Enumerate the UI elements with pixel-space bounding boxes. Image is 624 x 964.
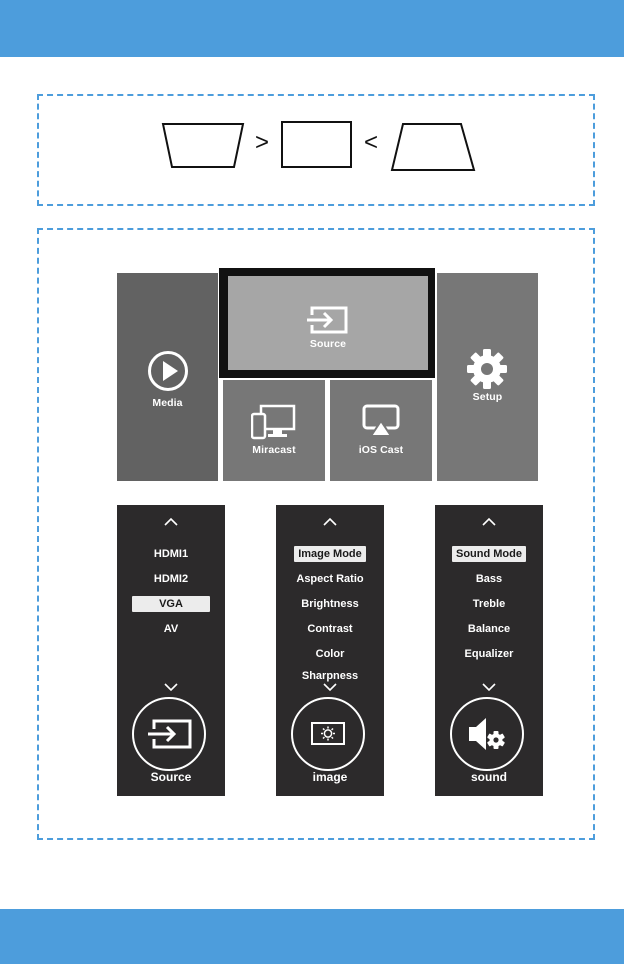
source-option-hdmi2[interactable]: HDMI2 [153, 572, 189, 585]
sound-circle-button[interactable] [450, 697, 524, 771]
image-option-color[interactable]: Color [315, 647, 345, 660]
miracast-tile-label: Miracast [252, 444, 296, 456]
image-panel-label: image [312, 770, 348, 784]
keystone-trapezoid-narrow-top [392, 124, 474, 170]
sound-panel-label: sound [471, 770, 507, 784]
source-option-av[interactable]: AV [163, 622, 179, 635]
scroll-down-chevron-icon[interactable] [435, 680, 543, 694]
sound-option-treble[interactable]: Treble [472, 597, 506, 610]
setup-tile-label: Setup [472, 391, 503, 403]
image-options-list [276, 541, 384, 686]
image-option-brightness[interactable]: Brightness [301, 597, 359, 610]
source-tile-label: Source [309, 338, 347, 350]
sound-options-list [435, 541, 543, 666]
ios-cast-tile[interactable] [330, 380, 432, 481]
input-source-icon [305, 306, 349, 334]
sound-option-bass[interactable]: Bass [475, 572, 503, 585]
scroll-up-chevron-icon[interactable] [117, 515, 225, 529]
keystone-diagram [0, 0, 624, 240]
source-panel-label: Source [150, 770, 192, 784]
image-option-aspect-ratio[interactable]: Aspect Ratio [296, 572, 364, 585]
source-tile[interactable] [228, 276, 428, 370]
source-circle-button[interactable] [132, 697, 206, 771]
scroll-up-chevron-icon[interactable] [435, 515, 543, 529]
source-options-list [117, 541, 225, 641]
airplay-icon [362, 404, 400, 438]
source-option-vga[interactable]: VGA [117, 591, 225, 616]
sound-option-balance[interactable]: Balance [467, 622, 511, 635]
sound-panel [435, 505, 543, 796]
keystone-rectangle-corrected [282, 122, 351, 167]
gear-icon [466, 348, 508, 390]
input-source-icon [134, 699, 204, 769]
play-circle-icon [147, 350, 189, 392]
screen-mirror-icon [251, 404, 297, 440]
image-settings-icon [293, 699, 363, 769]
image-panel [276, 505, 384, 796]
media-tile-label: Media [152, 397, 183, 409]
speaker-settings-icon [452, 699, 522, 769]
source-option-hdmi1[interactable]: HDMI1 [153, 547, 189, 560]
scroll-down-chevron-icon[interactable] [117, 680, 225, 694]
scroll-up-chevron-icon[interactable] [276, 515, 384, 529]
sound-option-sound-mode[interactable]: Sound Mode [435, 541, 543, 566]
image-option-image-mode[interactable]: Image Mode [276, 541, 384, 566]
media-tile[interactable] [117, 273, 218, 481]
image-circle-button[interactable] [291, 697, 365, 771]
setup-tile[interactable] [437, 273, 538, 481]
bottom-banner [0, 909, 624, 964]
less-than-operator: < [364, 129, 379, 156]
image-option-contrast[interactable]: Contrast [307, 622, 353, 635]
keystone-trapezoid-narrow-bottom [163, 124, 243, 167]
greater-than-operator: > [255, 129, 270, 156]
sound-option-equalizer[interactable]: Equalizer [464, 647, 514, 660]
miracast-tile[interactable] [223, 380, 325, 481]
image-option-sharpness[interactable]: Sharpness [301, 670, 359, 682]
ios-cast-tile-label: iOS Cast [358, 444, 404, 456]
source-panel [117, 505, 225, 796]
scroll-down-chevron-icon[interactable] [276, 680, 384, 694]
